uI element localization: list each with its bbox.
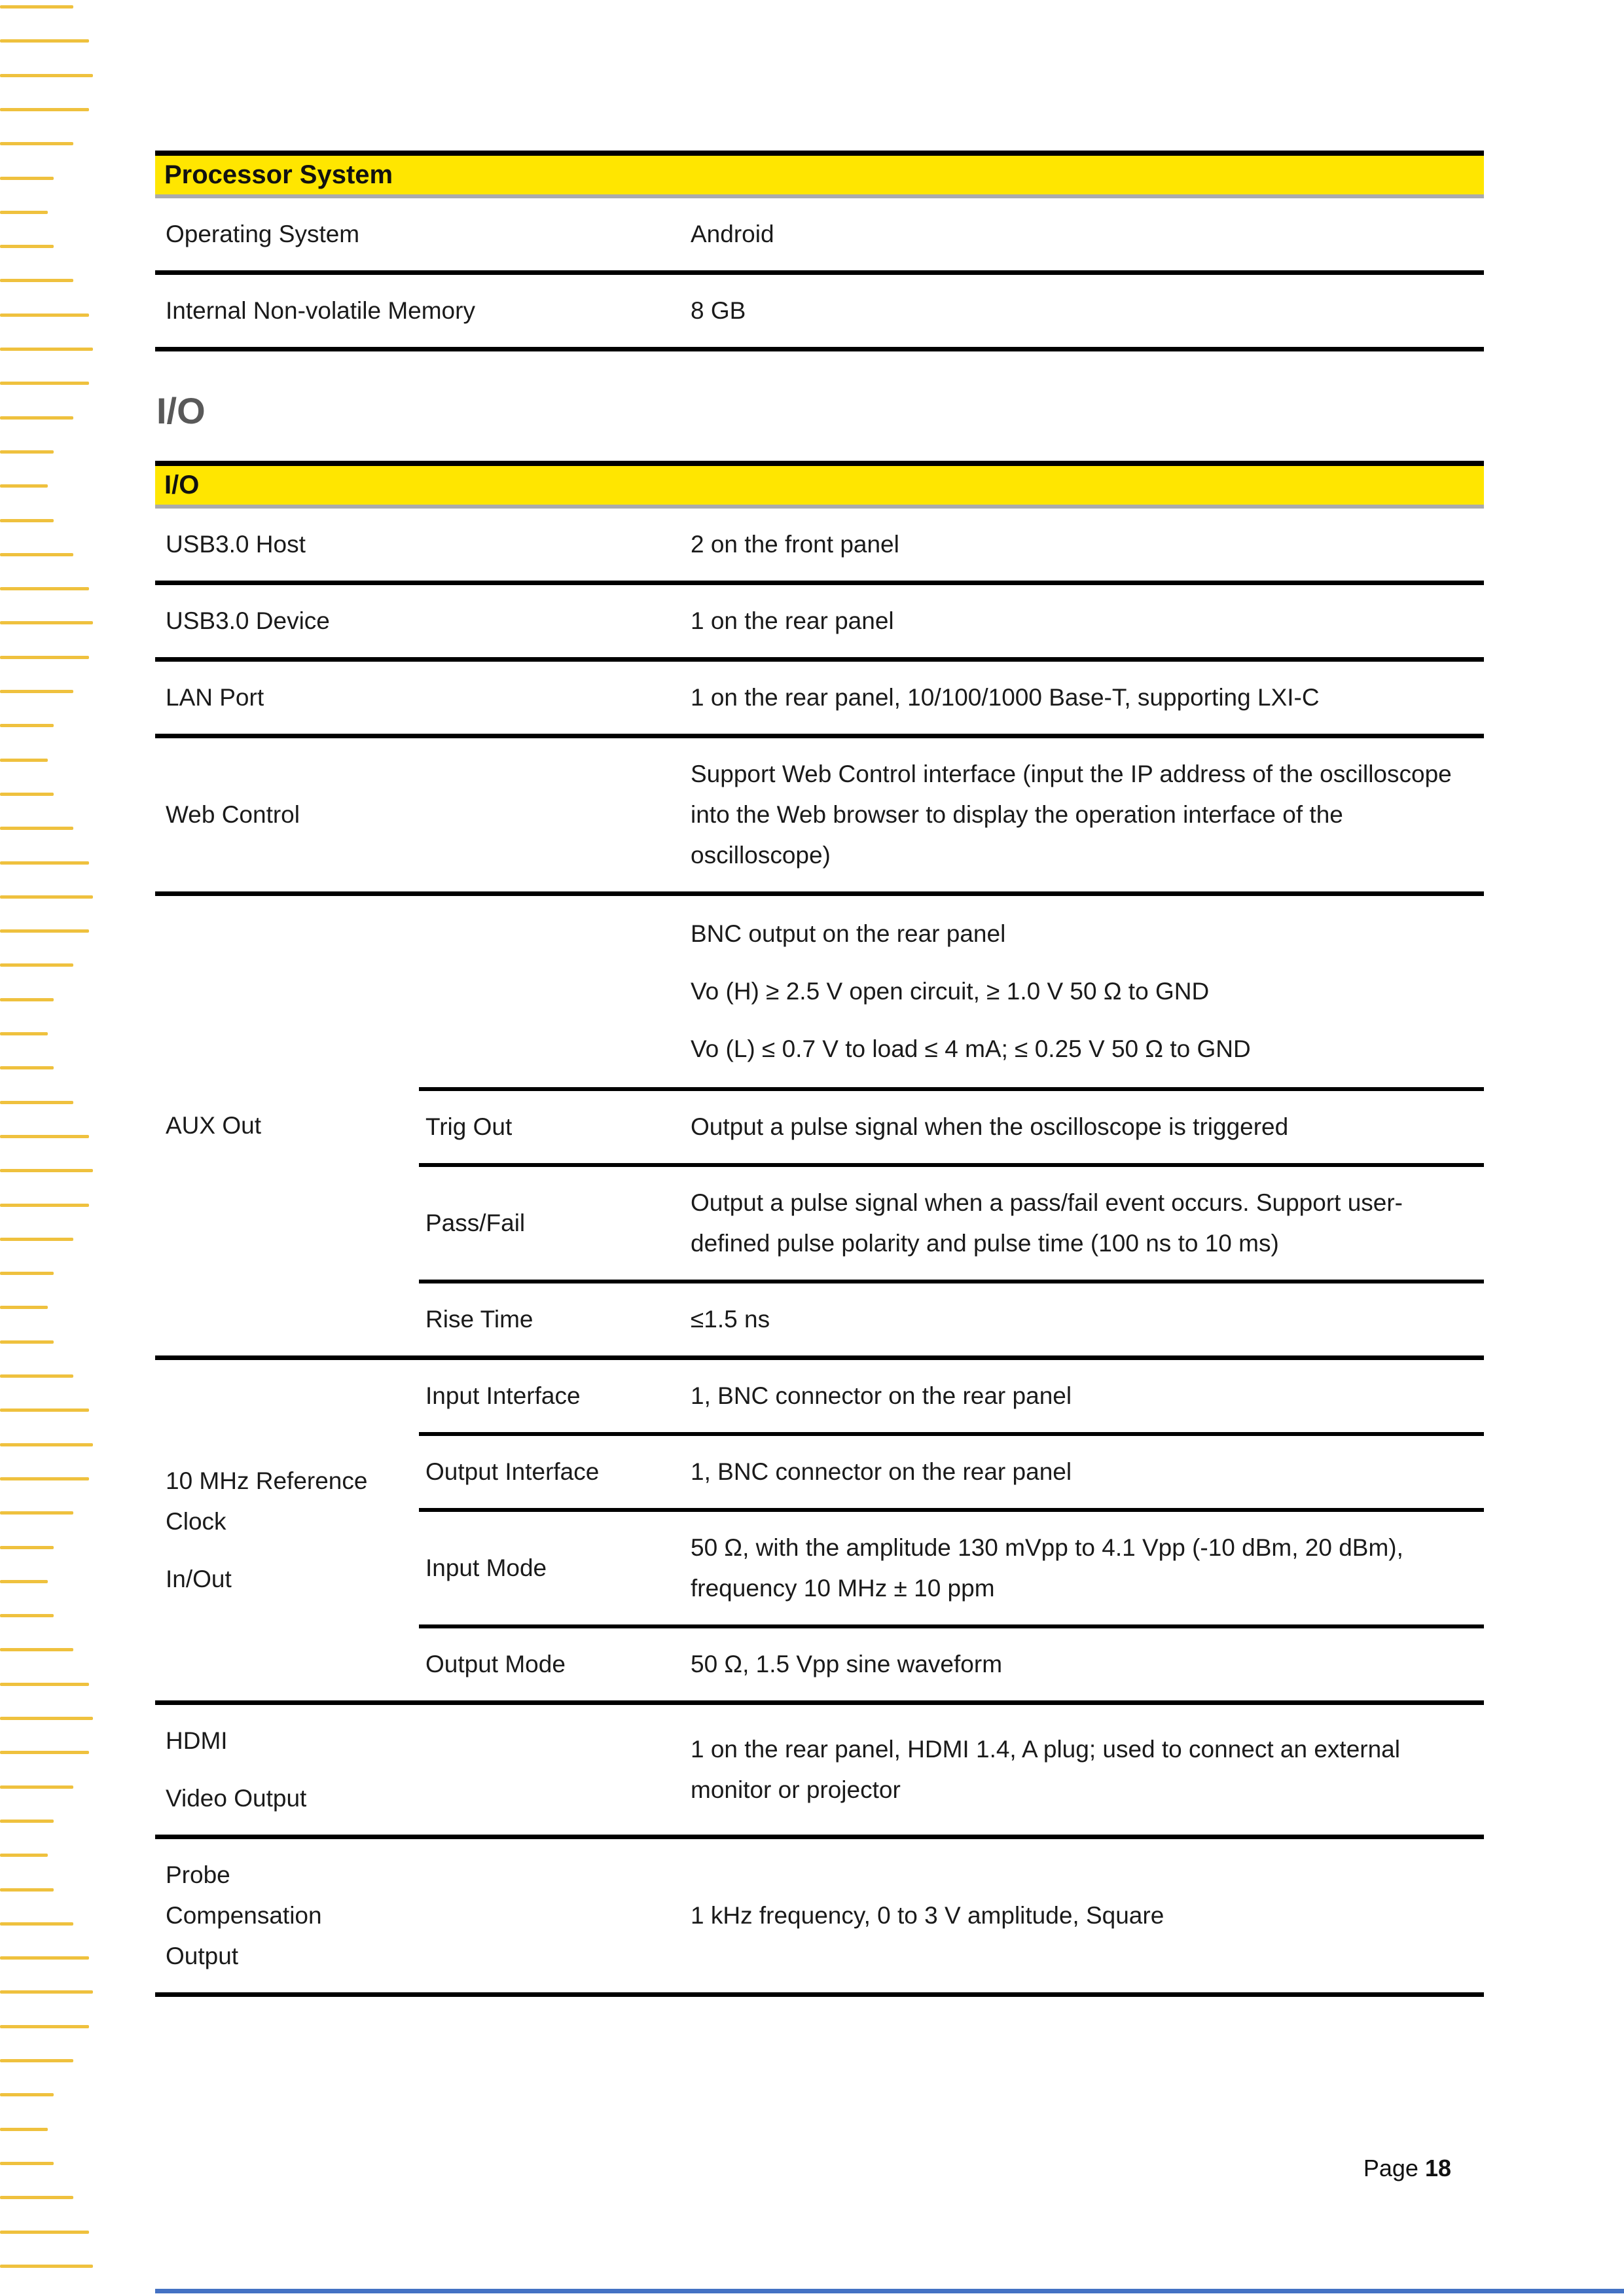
margin-dash <box>0 2059 73 2062</box>
margin-dash <box>0 1820 54 1823</box>
margin-dash <box>0 690 73 693</box>
spec-value: 1 on the rear panel, 10/100/1000 Base-T, supporting LXI-C <box>691 684 1320 711</box>
page-footer <box>1363 2155 1451 2182</box>
group-label-text: In/Out <box>166 1566 232 1592</box>
spec-value: Android <box>691 221 774 247</box>
margin-dash <box>0 1169 93 1172</box>
margin-dash <box>0 1854 48 1857</box>
margin-dash <box>0 2093 54 2096</box>
spec-name-line: Probe <box>166 1861 230 1888</box>
row-divider <box>155 270 1484 275</box>
spec-value: Vo (L) ≤ 0.7 V to load ≤ 4 mA; ≤ 0.25 V 50 Ω to GND <box>691 1035 1251 1062</box>
row-divider <box>155 347 1484 351</box>
row-divider <box>155 1992 1484 1997</box>
margin-dash <box>0 2025 89 2028</box>
spec-name-line: HDMI <box>166 1727 228 1754</box>
spec-value: Output a pulse signal when the oscilloscope is triggered <box>691 1113 1289 1140</box>
margin-dash <box>0 1340 54 1344</box>
table-group-aux-out <box>155 896 1484 1355</box>
page-content <box>155 151 1484 1997</box>
spec-name: Operating System <box>166 221 360 247</box>
margin-dash <box>0 1204 89 1207</box>
margin-dash <box>0 279 73 282</box>
margin-dash <box>0 1751 89 1754</box>
margin-dash <box>0 519 54 522</box>
table-row <box>155 738 1484 891</box>
group-sub-rows <box>419 896 1484 1355</box>
margin-dash <box>0 211 48 214</box>
table-sub-row <box>419 1167 1484 1280</box>
spec-value: 50 Ω, 1.5 Vpp sine waveform <box>691 1651 1003 1677</box>
table-group-refclock <box>155 1360 1484 1700</box>
margin-dash <box>0 1306 48 1309</box>
margin-dash <box>0 484 48 488</box>
margin-dash <box>0 348 93 351</box>
spec-value: 1 on the rear panel <box>691 607 894 634</box>
table-row <box>155 1705 1484 1835</box>
margin-dash <box>0 1717 93 1720</box>
spec-name: LAN Port <box>166 684 264 711</box>
spec-value: Support Web Control interface (input the IP address of the oscilloscope into the Web browser to display the operation interface of the oscilloscope) <box>691 761 1452 869</box>
row-divider <box>155 657 1484 662</box>
spec-value: 1, BNC connector on the rear panel <box>691 1458 1072 1485</box>
margin-dash <box>0 1238 73 1241</box>
margin-dash <box>0 2128 48 2131</box>
margin-dash <box>0 5 73 9</box>
row-divider <box>155 1835 1484 1839</box>
margin-dash <box>0 1443 93 1446</box>
margin-dash <box>0 1990 93 1994</box>
table-sub-row <box>419 1512 1484 1624</box>
margin-dash <box>0 1477 89 1480</box>
spec-name-line: Output <box>166 1943 239 1969</box>
margin-dash <box>0 553 73 556</box>
margin-dash <box>0 1888 54 1892</box>
margin-dash <box>0 963 73 967</box>
spec-value: Vo (H) ≥ 2.5 V open circuit, ≥ 1.0 V 50 Ω to GND <box>691 978 1210 1005</box>
margin-dash <box>0 74 93 77</box>
margin-dash <box>0 142 73 145</box>
margin-dash <box>0 793 54 796</box>
margin-dash <box>0 245 54 248</box>
margin-dash <box>0 1785 73 1789</box>
margin-dash <box>0 1683 89 1686</box>
spec-sub-name: Output Mode <box>425 1651 566 1677</box>
margin-dash <box>0 39 89 43</box>
margin-dash <box>0 382 89 385</box>
margin-dash <box>0 1101 73 1104</box>
spec-name: USB3.0 Host <box>166 531 306 558</box>
spec-value: BNC output on the rear panel <box>691 920 1006 947</box>
margin-dash <box>0 314 89 317</box>
margin-dash <box>0 1374 73 1378</box>
row-divider <box>155 734 1484 738</box>
margin-dash <box>0 1135 89 1138</box>
table-row <box>155 1839 1484 1992</box>
margin-dash <box>0 895 93 899</box>
margin-dash <box>0 2162 54 2165</box>
margin-dash <box>0 861 89 865</box>
group-label-text: 10 MHz Reference Clock <box>166 1467 368 1535</box>
margin-dash <box>0 998 54 1001</box>
table-sub-row <box>419 1283 1484 1355</box>
page-footer-label: Page <box>1363 2155 1418 2181</box>
spec-name: Web Control <box>166 801 300 828</box>
margin-dash <box>0 450 54 454</box>
margin-dash <box>0 2265 93 2268</box>
spec-value: 50 Ω, with the amplitude 130 mVpp to 4.1 Vpp (-10 dBm, 20 dBm), frequency 10 MHz ± 10 ppm <box>691 1534 1403 1602</box>
aux-intro-lines <box>419 896 1484 1087</box>
margin-dash <box>0 2196 73 2199</box>
section-heading-io: I/O <box>156 390 206 431</box>
margin-dash <box>0 1580 48 1583</box>
spec-value: 8 GB <box>691 297 746 324</box>
margin-dash <box>0 1272 54 1275</box>
group-label-text: AUX Out <box>166 1112 261 1139</box>
spec-table-io <box>155 461 1484 1997</box>
row-divider <box>155 1355 1484 1360</box>
spec-name: USB3.0 Device <box>166 607 330 634</box>
row-divider <box>155 1700 1484 1705</box>
page-footer-number: 18 <box>1424 2155 1451 2181</box>
margin-dash <box>0 1614 54 1617</box>
row-divider <box>155 891 1484 896</box>
spec-name <box>155 1360 419 1700</box>
spec-sub-name: Trig Out <box>425 1113 513 1140</box>
bottom-accent-bar <box>155 2289 1624 2293</box>
margin-dash <box>0 1066 54 1069</box>
table-row <box>155 662 1484 734</box>
margin-dash <box>0 1922 73 1926</box>
spec-name: Internal Non-volatile Memory <box>166 297 475 324</box>
spec-name-line: Compensation <box>166 1902 322 1929</box>
margin-dash <box>0 2231 89 2234</box>
margin-dash <box>0 1956 89 1960</box>
margin-dash <box>0 587 89 590</box>
margin-dash <box>0 759 48 762</box>
margin-dash-rail <box>0 0 105 2296</box>
margin-dash <box>0 827 73 830</box>
table-row <box>155 509 1484 581</box>
spec-name <box>155 1721 691 1819</box>
spec-name <box>155 1855 691 1977</box>
spec-sub-name: Rise Time <box>425 1306 533 1333</box>
margin-dash <box>0 1032 48 1035</box>
table-sub-row <box>419 1360 1484 1432</box>
table-sub-row <box>419 1628 1484 1700</box>
margin-dash <box>0 724 54 727</box>
table-header-processor-system: Processor System <box>155 151 1484 198</box>
spec-table-processor <box>155 151 1484 351</box>
margin-dash <box>0 108 89 111</box>
group-sub-rows <box>419 1360 1484 1700</box>
margin-dash <box>0 1648 73 1651</box>
table-sub-row <box>419 1091 1484 1163</box>
margin-dash <box>0 416 73 420</box>
table-row <box>155 275 1484 347</box>
spec-value: ≤1.5 ns <box>691 1306 770 1333</box>
spec-sub-name: Input Interface <box>425 1382 581 1409</box>
spec-value: 1 on the rear panel, HDMI 1.4, A plug; used to connect an external monitor or projector <box>691 1736 1400 1803</box>
spec-sub-name: Input Mode <box>425 1554 547 1581</box>
spec-value: 2 on the front panel <box>691 531 899 558</box>
spec-value: 1 kHz frequency, 0 to 3 V amplitude, Square <box>691 1902 1164 1929</box>
spec-name <box>155 896 419 1355</box>
margin-dash <box>0 177 54 180</box>
spec-value: Output a pulse signal when a pass/fail event occurs. Support user-defined pulse polarity and pulse time (100 ns to 10 ms) <box>691 1189 1403 1257</box>
table-header-io: I/O <box>155 461 1484 509</box>
row-divider <box>155 581 1484 585</box>
margin-dash <box>0 621 93 624</box>
margin-dash <box>0 656 89 659</box>
spec-name-line: Video Output <box>166 1785 307 1812</box>
spec-sub-name: Pass/Fail <box>425 1210 526 1236</box>
spec-value: 1, BNC connector on the rear panel <box>691 1382 1072 1409</box>
margin-dash <box>0 1511 73 1515</box>
spec-sub-name: Output Interface <box>425 1458 600 1485</box>
margin-dash <box>0 1408 89 1412</box>
table-row <box>155 585 1484 657</box>
table-row <box>155 198 1484 270</box>
margin-dash <box>0 1546 54 1549</box>
margin-dash <box>0 929 89 933</box>
table-sub-row <box>419 1436 1484 1508</box>
